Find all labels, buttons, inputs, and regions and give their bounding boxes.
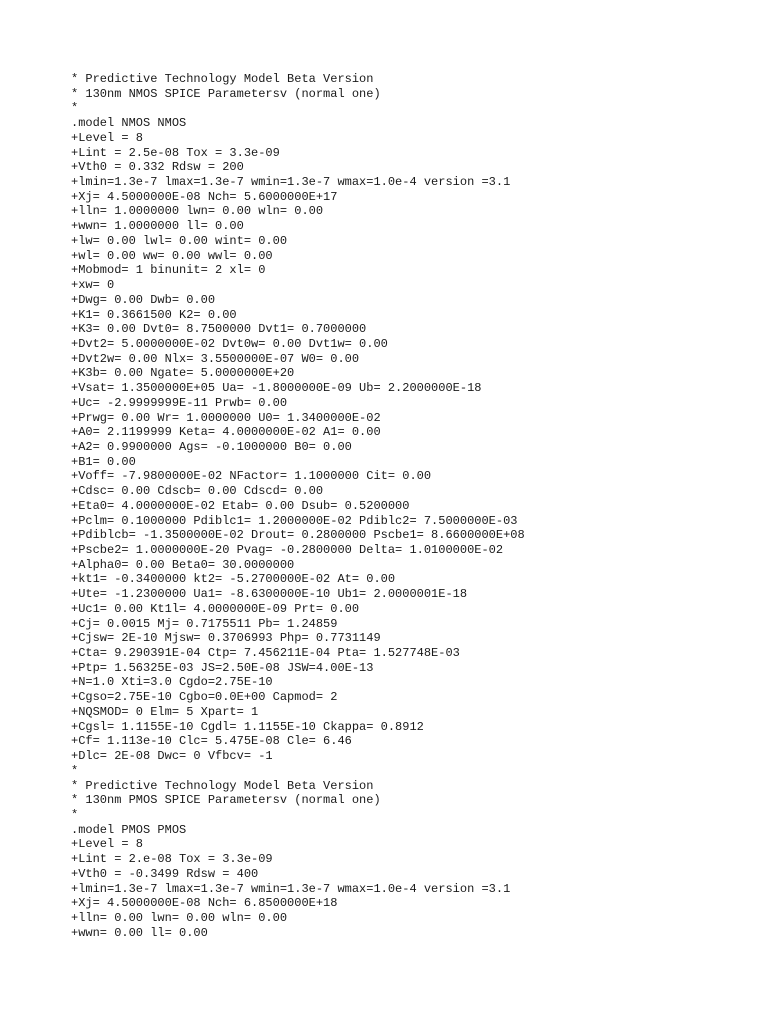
code-line: * Predictive Technology Model Beta Version — [71, 778, 374, 793]
code-line: +Pdiblcb= -1.3500000E-02 Drout= 0.2800000 Pscbe1= 8.6600000E+08 — [71, 528, 525, 543]
code-line: +Dlc= 2E-08 Dwc= 0 Vfbcv= -1 — [71, 749, 273, 764]
code-line: +lmin=1.3e-7 lmax=1.3e-7 wmin=1.3e-7 wmax=1.0e-4 version =3.1 — [71, 881, 511, 896]
code-line: +lln= 0.00 lwn= 0.00 wln= 0.00 — [71, 910, 288, 925]
code-line: * — [71, 807, 79, 822]
code-line: +Ptp= 1.56325E-03 JS=2.50E-08 JSW=4.00E-13 — [71, 660, 374, 675]
code-line: +Prwg= 0.00 Wr= 1.0000000 U0= 1.3400000E-02 — [71, 410, 381, 425]
spice-model-listing — [71, 72, 525, 940]
code-line: +Cgso=2.75E-10 Cgbo=0.0E+00 Capmod= 2 — [71, 690, 338, 705]
code-line: +Lint = 2.5e-08 Tox = 3.3e-09 — [71, 145, 280, 160]
code-line: +xw= 0 — [71, 278, 115, 293]
code-line: +lw= 0.00 lwl= 0.00 wint= 0.00 — [71, 233, 288, 248]
code-line: +Cgsl= 1.1155E-10 Cgdl= 1.1155E-10 Ckappa= 0.8912 — [71, 719, 424, 734]
code-line: * 130nm NMOS SPICE Parametersv (normal one) — [71, 86, 381, 101]
code-line: +wl= 0.00 ww= 0.00 wwl= 0.00 — [71, 248, 273, 263]
code-line: +Voff= -7.9800000E-02 NFactor= 1.1000000 Cit= 0.00 — [71, 469, 432, 484]
code-line: +Pclm= 0.1000000 Pdiblc1= 1.2000000E-02 Pdiblc2= 7.5000000E-03 — [71, 513, 518, 528]
code-line: +K3= 0.00 Dvt0= 8.7500000 Dvt1= 0.7000000 — [71, 322, 367, 337]
code-line: +NQSMOD= 0 Elm= 5 Xpart= 1 — [71, 704, 259, 719]
code-line: .model NMOS NMOS — [71, 116, 187, 131]
code-line: +Xj= 4.5000000E-08 Nch= 5.6000000E+17 — [71, 189, 338, 204]
code-line: +Vsat= 1.3500000E+05 Ua= -1.8000000E-09 Ub= 2.2000000E-18 — [71, 381, 482, 396]
code-line: +lmin=1.3e-7 lmax=1.3e-7 wmin=1.3e-7 wmax=1.0e-4 version =3.1 — [71, 175, 511, 190]
code-line: +Uc= -2.9999999E-11 Prwb= 0.00 — [71, 395, 288, 410]
code-line: +K1= 0.3661500 K2= 0.00 — [71, 307, 237, 322]
code-line: .model PMOS PMOS — [71, 822, 187, 837]
code-line: +lln= 1.0000000 lwn= 0.00 wln= 0.00 — [71, 204, 324, 219]
code-line: +Alpha0= 0.00 Beta0= 30.0000000 — [71, 557, 295, 572]
code-line: * — [71, 101, 79, 116]
code-line: +Ute= -1.2300000 Ua1= -8.6300000E-10 Ub1= 2.0000001E-18 — [71, 587, 468, 602]
code-line: +Pscbe2= 1.0000000E-20 Pvag= -0.2800000 Delta= 1.0100000E-02 — [71, 543, 504, 557]
code-line: +wwn= 1.0000000 ll= 0.00 — [71, 219, 244, 234]
code-line: +A0= 2.1199999 Keta= 4.0000000E-02 A1= 0.00 — [71, 425, 381, 440]
code-line: +Lint = 2.e-08 Tox = 3.3e-09 — [71, 852, 273, 867]
code-line: +Cj= 0.0015 Mj= 0.7175511 Pb= 1.24859 — [71, 616, 338, 631]
code-line: +Cta= 9.290391E-04 Ctp= 7.456211E-04 Pta= 1.527748E-03 — [71, 646, 460, 661]
code-line: +N=1.0 Xti=3.0 Cgdo=2.75E-10 — [71, 675, 273, 690]
code-line: +Dvt2= 5.0000000E-02 Dvt0w= 0.00 Dvt1w= 0.00 — [71, 336, 388, 351]
code-line: +Cdsc= 0.00 Cdscb= 0.00 Cdscd= 0.00 — [71, 484, 324, 499]
code-line: +Level = 8 — [71, 837, 144, 852]
code-line: * — [71, 763, 79, 778]
code-line: +B1= 0.00 — [71, 454, 136, 469]
code-line: +Uc1= 0.00 Kt1l= 4.0000000E-09 Prt= 0.00 — [71, 601, 360, 616]
code-line: * Predictive Technology Model Beta Version — [71, 72, 374, 86]
code-line: +kt1= -0.3400000 kt2= -5.2700000E-02 At= 0.00 — [71, 572, 396, 587]
code-line: +K3b= 0.00 Ngate= 5.0000000E+20 — [71, 366, 295, 381]
code-line: +Vth0 = 0.332 Rdsw = 200 — [71, 160, 244, 175]
code-line: +Cf= 1.113e-10 Clc= 5.475E-08 Cle= 6.46 — [71, 734, 352, 749]
code-line: +Mobmod= 1 binunit= 2 xl= 0 — [71, 263, 266, 278]
code-line: +Cjsw= 2E-10 Mjsw= 0.3706993 Php= 0.7731149 — [71, 631, 381, 646]
code-line: +Dvt2w= 0.00 Nlx= 3.5500000E-07 W0= 0.00 — [71, 351, 360, 366]
code-line: * 130nm PMOS SPICE Parametersv (normal one) — [71, 793, 381, 808]
code-line: +wwn= 0.00 ll= 0.00 — [71, 925, 208, 940]
code-line: +Level = 8 — [71, 130, 144, 145]
code-line: +Dwg= 0.00 Dwb= 0.00 — [71, 292, 216, 307]
code-line: +Eta0= 4.0000000E-02 Etab= 0.00 Dsub= 0.5200000 — [71, 498, 410, 513]
code-line: +A2= 0.9900000 Ags= -0.1000000 B0= 0.00 — [71, 439, 352, 454]
code-line: +Xj= 4.5000000E-08 Nch= 6.8500000E+18 — [71, 896, 338, 911]
code-line: +Vth0 = -0.3499 Rdsw = 400 — [71, 866, 259, 881]
